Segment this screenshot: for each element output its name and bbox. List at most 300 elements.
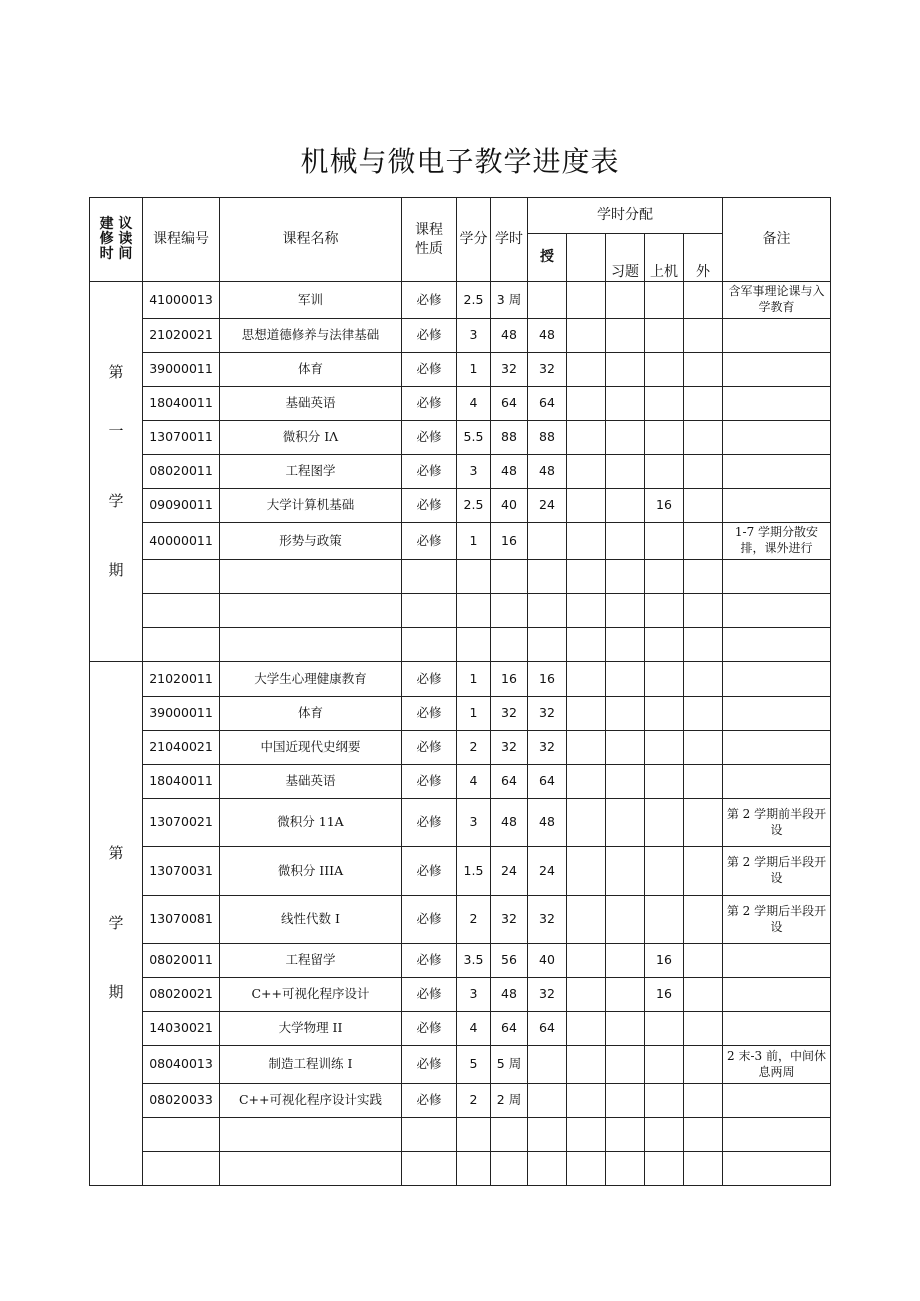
term-label-char: 学 [108,491,124,510]
course-hours: 16 [491,523,528,560]
term-label-char: 一 [108,422,124,440]
exercise-hours [606,523,645,560]
exercise-hours [606,731,645,765]
course-name: 大学物理 II [220,1012,402,1046]
table-row [90,978,831,1012]
empty-row [90,1118,831,1152]
course-credit: 2 [457,731,491,765]
course-name: 微积分 IIIA [220,847,402,896]
course-hours: 64 [491,1012,528,1046]
course-code: 21020021 [143,319,220,353]
blank-hours [567,455,606,489]
exercise-hours [606,421,645,455]
empty-cell [457,1118,491,1152]
course-credit: 1 [457,662,491,697]
exercise-hours [606,662,645,697]
course-type: 必修 [402,455,457,489]
course-hours: 24 [491,847,528,896]
computer-hours: 16 [645,489,684,523]
course-note [723,978,831,1012]
blank-hours [567,282,606,319]
empty-cell [606,560,645,594]
extra-hours [684,1012,723,1046]
blank-hours [567,847,606,896]
course-note [723,944,831,978]
blank-hours [567,1046,606,1084]
course-name: 体育 [220,697,402,731]
course-hours: 3 周 [491,282,528,319]
course-type: 必修 [402,1084,457,1118]
empty-row [90,560,831,594]
type-header-line: 课程 [415,222,443,239]
table-row [90,944,831,978]
course-name: C++可视化程序设计 [220,978,402,1012]
course-type: 必修 [402,319,457,353]
course-credit: 2.5 [457,489,491,523]
extra-hours [684,978,723,1012]
course-credit: 1 [457,523,491,560]
lecture-hours: 24 [528,489,567,523]
hours-header: 学时 [491,198,528,282]
blank-hours [567,662,606,697]
empty-cell [528,594,567,628]
empty-cell [684,1152,723,1186]
course-type: 必修 [402,731,457,765]
course-code: 08020021 [143,978,220,1012]
course-code: 21040021 [143,731,220,765]
course-code: 13070021 [143,799,220,847]
course-name: 基础英语 [220,765,402,799]
course-code: 21020011 [143,662,220,697]
course-name: 微积分 IΛ [220,421,402,455]
course-credit: 4 [457,765,491,799]
course-name: 大学计算机基础 [220,489,402,523]
exercise-hours [606,799,645,847]
table-row [90,319,831,353]
course-name: 思想道德修养与法律基础 [220,319,402,353]
lecture-hours: 64 [528,1012,567,1046]
empty-cell [723,594,831,628]
term-label [90,282,143,662]
empty-cell [645,628,684,662]
course-note [723,662,831,697]
blank-hours [567,731,606,765]
lecture-hours [528,523,567,560]
course-note [723,731,831,765]
course-name: 基础英语 [220,387,402,421]
course-note [723,1084,831,1118]
course-credit: 1 [457,697,491,731]
extra-hours [684,847,723,896]
extra-hours [684,353,723,387]
empty-cell [645,1152,684,1186]
computer-hours [645,282,684,319]
computer-header: 上机 [645,234,684,282]
course-hours: 56 [491,944,528,978]
course-hours: 48 [491,799,528,847]
exercise-hours [606,319,645,353]
course-note: 第 2 学期后半段开设 [723,847,831,896]
extra-hours [684,387,723,421]
empty-cell [491,1152,528,1186]
lecture-hours: 32 [528,731,567,765]
course-type: 必修 [402,282,457,319]
course-note [723,387,831,421]
table-row [90,1046,831,1084]
extra-hours [684,282,723,319]
extra-hours [684,944,723,978]
extra-hours [684,799,723,847]
term-label-char: 期 [108,983,124,1002]
exercise-hours [606,353,645,387]
empty-cell [143,1152,220,1186]
course-note: 2 末-3 前，中间休息两周 [723,1046,831,1084]
table-row [90,489,831,523]
empty-cell [220,594,402,628]
course-hours: 40 [491,489,528,523]
lecture-hours: 32 [528,697,567,731]
table-row [90,353,831,387]
empty-row [90,1152,831,1186]
course-name: 军训 [220,282,402,319]
course-type: 必修 [402,1012,457,1046]
course-name: 中国近现代史纲要 [220,731,402,765]
course-name: 制造工程训练 I [220,1046,402,1084]
empty-cell [567,560,606,594]
empty-cell [402,1152,457,1186]
extra-hours [684,896,723,944]
empty-cell [567,628,606,662]
page-title: 机械与微电子教学进度表 [300,145,620,178]
empty-cell [220,560,402,594]
course-hours: 16 [491,662,528,697]
course-type: 必修 [402,421,457,455]
course-credit: 2 [457,896,491,944]
term-label-char: 第 [108,844,124,863]
course-credit: 2.5 [457,282,491,319]
course-name: 工程留学 [220,944,402,978]
course-type: 必修 [402,662,457,697]
course-note [723,489,831,523]
empty-cell [723,1152,831,1186]
course-code: 41000013 [143,282,220,319]
course-name: 线性代数 I [220,896,402,944]
course-credit: 3 [457,455,491,489]
course-type: 必修 [402,896,457,944]
course-type: 必修 [402,978,457,1012]
exercise-header: 习题 [606,234,645,282]
code-header: 课程编号 [143,198,220,282]
empty-cell [491,594,528,628]
term-header-line: 建 议 [99,216,133,233]
empty-cell [606,1152,645,1186]
exercise-hours [606,697,645,731]
lecture-hours: 40 [528,944,567,978]
course-credit: 5.5 [457,421,491,455]
empty-cell [567,1118,606,1152]
course-name: 体育 [220,353,402,387]
course-credit: 3 [457,799,491,847]
computer-hours [645,697,684,731]
course-note: 1-7 学期分散安排，课外进行 [723,523,831,560]
empty-cell [723,628,831,662]
course-type: 必修 [402,765,457,799]
empty-cell [684,628,723,662]
blank-hours [567,765,606,799]
course-name: 大学生心理健康教育 [220,662,402,697]
empty-cell [567,1152,606,1186]
course-type: 必修 [402,1046,457,1084]
empty-cell [143,628,220,662]
course-note [723,455,831,489]
table-row [90,731,831,765]
course-credit: 1 [457,353,491,387]
table-row [90,421,831,455]
course-hours: 48 [491,455,528,489]
course-credit: 5 [457,1046,491,1084]
term-label-char: 学 [108,913,124,932]
computer-hours [645,765,684,799]
blank-hours [567,353,606,387]
empty-cell [491,628,528,662]
course-code: 39000011 [143,697,220,731]
type-header-line: 性质 [415,240,443,257]
empty-cell [457,560,491,594]
course-name: 工程图学 [220,455,402,489]
course-code: 40000011 [143,523,220,560]
computer-hours: 16 [645,944,684,978]
distribution-header: 学时分配 [528,198,723,234]
computer-hours [645,896,684,944]
computer-hours [645,387,684,421]
lecture-hours: 32 [528,353,567,387]
blank-hours [567,896,606,944]
blank-hours [567,944,606,978]
course-code: 13070081 [143,896,220,944]
blank-hours [567,978,606,1012]
course-code: 13070031 [143,847,220,896]
lecture-hours: 32 [528,978,567,1012]
exercise-hours [606,847,645,896]
blank-hours [567,1084,606,1118]
course-note: 含军事理论课与入学教育 [723,282,831,319]
course-hours: 48 [491,319,528,353]
course-code: 08040013 [143,1046,220,1084]
course-type: 必修 [402,799,457,847]
extra-hours [684,1046,723,1084]
computer-hours [645,455,684,489]
blank-hours [567,421,606,455]
empty-row [90,628,831,662]
empty-cell [402,594,457,628]
course-note [723,765,831,799]
course-type: 必修 [402,944,457,978]
lecture-hours: 64 [528,765,567,799]
empty-cell [220,1152,402,1186]
empty-cell [528,560,567,594]
computer-hours [645,319,684,353]
extra-hours [684,765,723,799]
term-label [90,662,143,1186]
exercise-hours [606,1012,645,1046]
course-credit: 1.5 [457,847,491,896]
empty-cell [567,594,606,628]
course-note [723,319,831,353]
computer-hours [645,523,684,560]
empty-cell [143,560,220,594]
blank-header [567,234,606,282]
lecture-hours [528,1084,567,1118]
table-row [90,697,831,731]
course-note [723,1012,831,1046]
course-code: 18040011 [143,387,220,421]
blank-hours [567,489,606,523]
computer-hours [645,1012,684,1046]
empty-cell [645,1118,684,1152]
lecture-hours: 24 [528,847,567,896]
computer-hours [645,353,684,387]
computer-hours [645,1046,684,1084]
empty-cell [220,1118,402,1152]
course-code: 09090011 [143,489,220,523]
table-row [90,455,831,489]
empty-cell [645,594,684,628]
table-row [90,799,831,847]
empty-cell [606,1118,645,1152]
computer-hours: 16 [645,978,684,1012]
exercise-hours [606,489,645,523]
blank-hours [567,799,606,847]
course-type: 必修 [402,353,457,387]
lecture-hours [528,282,567,319]
course-credit: 2 [457,1084,491,1118]
course-code: 18040011 [143,765,220,799]
exercise-hours [606,1084,645,1118]
lecture-hours: 32 [528,896,567,944]
empty-cell [491,1118,528,1152]
note-header: 备注 [723,198,831,282]
empty-cell [220,628,402,662]
empty-cell [457,1152,491,1186]
course-hours: 48 [491,978,528,1012]
term-label-char: 第 [108,362,124,381]
lecture-hours: 48 [528,319,567,353]
table-row [90,1084,831,1118]
extra-hours [684,731,723,765]
blank-hours [567,697,606,731]
course-name: 微积分 11A [220,799,402,847]
course-type: 必修 [402,489,457,523]
table-row [90,282,831,319]
course-code: 13070011 [143,421,220,455]
course-code: 14030021 [143,1012,220,1046]
blank-hours [567,523,606,560]
empty-cell [491,560,528,594]
exercise-hours [606,455,645,489]
extra-hours [684,1084,723,1118]
exercise-hours [606,1046,645,1084]
exercise-hours [606,387,645,421]
table-row [90,847,831,896]
course-hours: 64 [491,387,528,421]
empty-cell [143,594,220,628]
empty-cell [402,560,457,594]
course-code: 08020033 [143,1084,220,1118]
course-hours: 32 [491,697,528,731]
term-header [90,198,143,282]
extra-hours [684,489,723,523]
course-credit: 3 [457,978,491,1012]
credit-header: 学分 [457,198,491,282]
extra-hours [684,662,723,697]
computer-hours [645,731,684,765]
computer-hours [645,662,684,697]
course-note [723,697,831,731]
course-name: C++可视化程序设计实践 [220,1084,402,1118]
blank-hours [567,319,606,353]
blank-hours [567,387,606,421]
course-code: 39000011 [143,353,220,387]
course-hours: 88 [491,421,528,455]
exercise-hours [606,944,645,978]
table-row [90,1012,831,1046]
empty-cell [457,628,491,662]
empty-row [90,594,831,628]
extra-hours [684,319,723,353]
lecture-hours: 88 [528,421,567,455]
table-row [90,896,831,944]
table-row [90,387,831,421]
course-type: 必修 [402,523,457,560]
empty-cell [606,628,645,662]
empty-cell [684,594,723,628]
table-row [90,765,831,799]
course-code: 08020011 [143,455,220,489]
course-type: 必修 [402,847,457,896]
type-header [402,198,457,282]
course-hours: 32 [491,353,528,387]
lecture-hours [528,1046,567,1084]
lecture-hours: 16 [528,662,567,697]
term-header-line: 修 读 [99,231,133,248]
empty-cell [684,560,723,594]
empty-cell [528,1152,567,1186]
course-credit: 4 [457,387,491,421]
course-name: 形势与政策 [220,523,402,560]
lecture-hours: 48 [528,799,567,847]
course-code: 08020011 [143,944,220,978]
course-hours: 32 [491,731,528,765]
lecture-header: 授 [528,234,567,282]
course-type: 必修 [402,697,457,731]
extra-header: 外 [684,234,723,282]
empty-cell [723,1118,831,1152]
empty-cell [143,1118,220,1152]
extra-hours [684,523,723,560]
computer-hours [645,1084,684,1118]
term-header-line: 时 间 [99,245,133,262]
computer-hours [645,799,684,847]
exercise-hours [606,896,645,944]
term-label-char: 期 [108,561,124,579]
empty-cell [457,594,491,628]
course-credit: 4 [457,1012,491,1046]
empty-cell [528,628,567,662]
empty-cell [684,1118,723,1152]
empty-cell [606,594,645,628]
course-note [723,421,831,455]
course-hours: 32 [491,896,528,944]
